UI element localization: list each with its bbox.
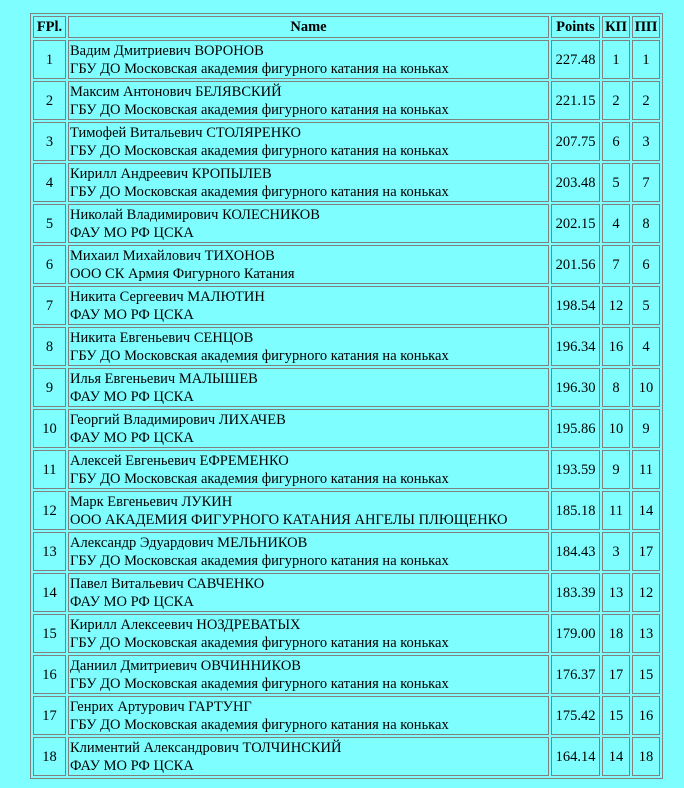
skater-club: ГБУ ДО Московская академия фигурного катания на коньках [70,634,449,651]
place-cell: 3 [33,122,66,161]
points-cell: 203.48 [551,163,600,202]
points-cell: 184.43 [551,532,600,571]
skater-cell [68,204,549,243]
free-program-cell: 8 [632,204,660,243]
free-program-cell: 13 [632,614,660,653]
points-cell: 207.75 [551,122,600,161]
table-row [33,286,660,325]
place-cell: 18 [33,737,66,776]
skater-club: ГБУ ДО Московская академия фигурного катания на коньках [70,347,449,364]
header-points: Points [551,16,600,38]
place-cell: 9 [33,368,66,407]
skater-club: ФАУ МО РФ ЦСКА [70,429,194,446]
place-cell: 8 [33,327,66,366]
table-row [33,409,660,448]
skater-cell [68,737,549,776]
free-program-cell: 12 [632,573,660,612]
free-program-cell: 3 [632,122,660,161]
short-program-cell: 8 [602,368,630,407]
place-cell: 14 [33,573,66,612]
skater-cell [68,368,549,407]
short-program-cell: 3 [602,532,630,571]
skater-club: ГБУ ДО Московская академия фигурного катания на коньках [70,470,449,487]
free-program-cell: 5 [632,286,660,325]
table-row [33,532,660,571]
skater-cell [68,491,549,530]
free-program-cell: 18 [632,737,660,776]
table-row [33,81,660,120]
header-short-program: КП [602,16,630,38]
free-program-cell: 11 [632,450,660,489]
free-program-cell: 17 [632,532,660,571]
points-cell: 195.86 [551,409,600,448]
skater-name: Николай Владимирович КОЛЕСНИКОВ [70,206,320,223]
table-row [33,491,660,530]
header-place: FPl. [33,16,66,38]
skater-club: ФАУ МО РФ ЦСКА [70,757,194,774]
place-cell: 13 [33,532,66,571]
free-program-cell: 6 [632,245,660,284]
points-cell: 201.56 [551,245,600,284]
results-body [33,40,660,776]
short-program-cell: 14 [602,737,630,776]
skater-club: ФАУ МО РФ ЦСКА [70,306,194,323]
skater-cell [68,696,549,735]
free-program-cell: 14 [632,491,660,530]
free-program-cell: 10 [632,368,660,407]
short-program-cell: 2 [602,81,630,120]
skater-cell [68,40,549,79]
skater-cell [68,532,549,571]
skater-name: Алексей Евгеньевич ЕФРЕМЕНКО [70,452,289,469]
skater-name: Тимофей Витальевич СТОЛЯРЕНКО [70,124,301,141]
free-program-cell: 16 [632,696,660,735]
skater-name: Кирилл Андреевич КРОПЫЛЕВ [70,165,272,182]
points-cell: 196.34 [551,327,600,366]
skater-name: Александр Эдуардович МЕЛЬНИКОВ [70,534,308,551]
skater-name: Даниил Дмитриевич ОВЧИННИКОВ [70,657,301,674]
table-row [33,204,660,243]
table-row [33,368,660,407]
place-cell: 6 [33,245,66,284]
skater-cell [68,409,549,448]
free-program-cell: 15 [632,655,660,694]
short-program-cell: 4 [602,204,630,243]
skater-club: ГБУ ДО Московская академия фигурного катания на коньках [70,101,449,118]
skater-cell [68,122,549,161]
table-row [33,614,660,653]
place-cell: 1 [33,40,66,79]
skater-club: ГБУ ДО Московская академия фигурного катания на коньках [70,552,449,569]
table-row [33,696,660,735]
skater-club: ФАУ МО РФ ЦСКА [70,224,194,241]
points-cell: 198.54 [551,286,600,325]
skater-club: ГБУ ДО Московская академия фигурного катания на коньках [70,716,449,733]
skater-club: ООО СК Армия Фигурного Катания [70,265,295,282]
free-program-cell: 9 [632,409,660,448]
points-cell: 221.15 [551,81,600,120]
free-program-cell: 7 [632,163,660,202]
table-row [33,737,660,776]
table-row [33,655,660,694]
skater-name: Климентий Александрович ТОЛЧИНСКИЙ [70,739,342,756]
points-cell: 164.14 [551,737,600,776]
skater-name: Павел Витальевич САВЧЕНКО [70,575,265,592]
skater-cell [68,450,549,489]
header-row [33,16,660,38]
free-program-cell: 4 [632,327,660,366]
short-program-cell: 18 [602,614,630,653]
points-cell: 179.00 [551,614,600,653]
skater-cell [68,81,549,120]
table-row [33,122,660,161]
table-row [33,573,660,612]
results-table [30,13,663,779]
place-cell: 10 [33,409,66,448]
points-cell: 183.39 [551,573,600,612]
short-program-cell: 12 [602,286,630,325]
skater-name: Георгий Владимирович ЛИХАЧЕВ [70,411,286,428]
skater-club: ГБУ ДО Московская академия фигурного катания на коньках [70,675,449,692]
points-cell: 227.48 [551,40,600,79]
short-program-cell: 16 [602,327,630,366]
free-program-cell: 2 [632,81,660,120]
skater-name: Генрих Артурович ГАРТУНГ [70,698,252,715]
short-program-cell: 5 [602,163,630,202]
table-row [33,163,660,202]
skater-cell [68,163,549,202]
skater-club: ООО АКАДЕМИЯ ФИГУРНОГО КАТАНИЯ АНГЕЛЫ ПЛЮЩЕНКО [70,511,508,528]
place-cell: 7 [33,286,66,325]
skater-club: ФАУ МО РФ ЦСКА [70,593,194,610]
skater-name: Илья Евгеньевич МАЛЫШЕВ [70,370,258,387]
skater-name: Михаил Михайлович ТИХОНОВ [70,247,275,264]
free-program-cell: 1 [632,40,660,79]
short-program-cell: 9 [602,450,630,489]
skater-club: ФАУ МО РФ ЦСКА [70,388,194,405]
short-program-cell: 10 [602,409,630,448]
place-cell: 11 [33,450,66,489]
table-row [33,327,660,366]
skater-cell [68,327,549,366]
skater-name: Кирилл Алексеевич НОЗДРЕВАТЫХ [70,616,301,633]
points-cell: 185.18 [551,491,600,530]
skater-name: Марк Евгеньевич ЛУКИН [70,493,233,510]
points-cell: 202.15 [551,204,600,243]
short-program-cell: 11 [602,491,630,530]
place-cell: 2 [33,81,66,120]
place-cell: 4 [33,163,66,202]
points-cell: 176.37 [551,655,600,694]
skater-cell [68,286,549,325]
points-cell: 193.59 [551,450,600,489]
place-cell: 15 [33,614,66,653]
short-program-cell: 7 [602,245,630,284]
short-program-cell: 17 [602,655,630,694]
skater-cell [68,655,549,694]
points-cell: 196.30 [551,368,600,407]
header-free-program: ПП [632,16,660,38]
table-row [33,245,660,284]
skater-cell [68,614,549,653]
place-cell: 5 [33,204,66,243]
skater-name: Никита Сергеевич МАЛЮТИН [70,288,265,305]
short-program-cell: 13 [602,573,630,612]
short-program-cell: 1 [602,40,630,79]
table-row [33,40,660,79]
skater-cell [68,245,549,284]
table-row [33,450,660,489]
place-cell: 16 [33,655,66,694]
place-cell: 17 [33,696,66,735]
skater-club: ГБУ ДО Московская академия фигурного катания на коньках [70,142,449,159]
skater-club: ГБУ ДО Московская академия фигурного катания на коньках [70,60,449,77]
place-cell: 12 [33,491,66,530]
skater-cell [68,573,549,612]
skater-name: Никита Евгеньевич СЕНЦОВ [70,329,254,346]
skater-name: Вадим Дмитриевич ВОРОНОВ [70,42,264,59]
skater-club: ГБУ ДО Московская академия фигурного катания на коньках [70,183,449,200]
skater-name: Максим Антонович БЕЛЯВСКИЙ [70,83,282,100]
short-program-cell: 6 [602,122,630,161]
points-cell: 175.42 [551,696,600,735]
header-name: Name [68,16,549,38]
short-program-cell: 15 [602,696,630,735]
